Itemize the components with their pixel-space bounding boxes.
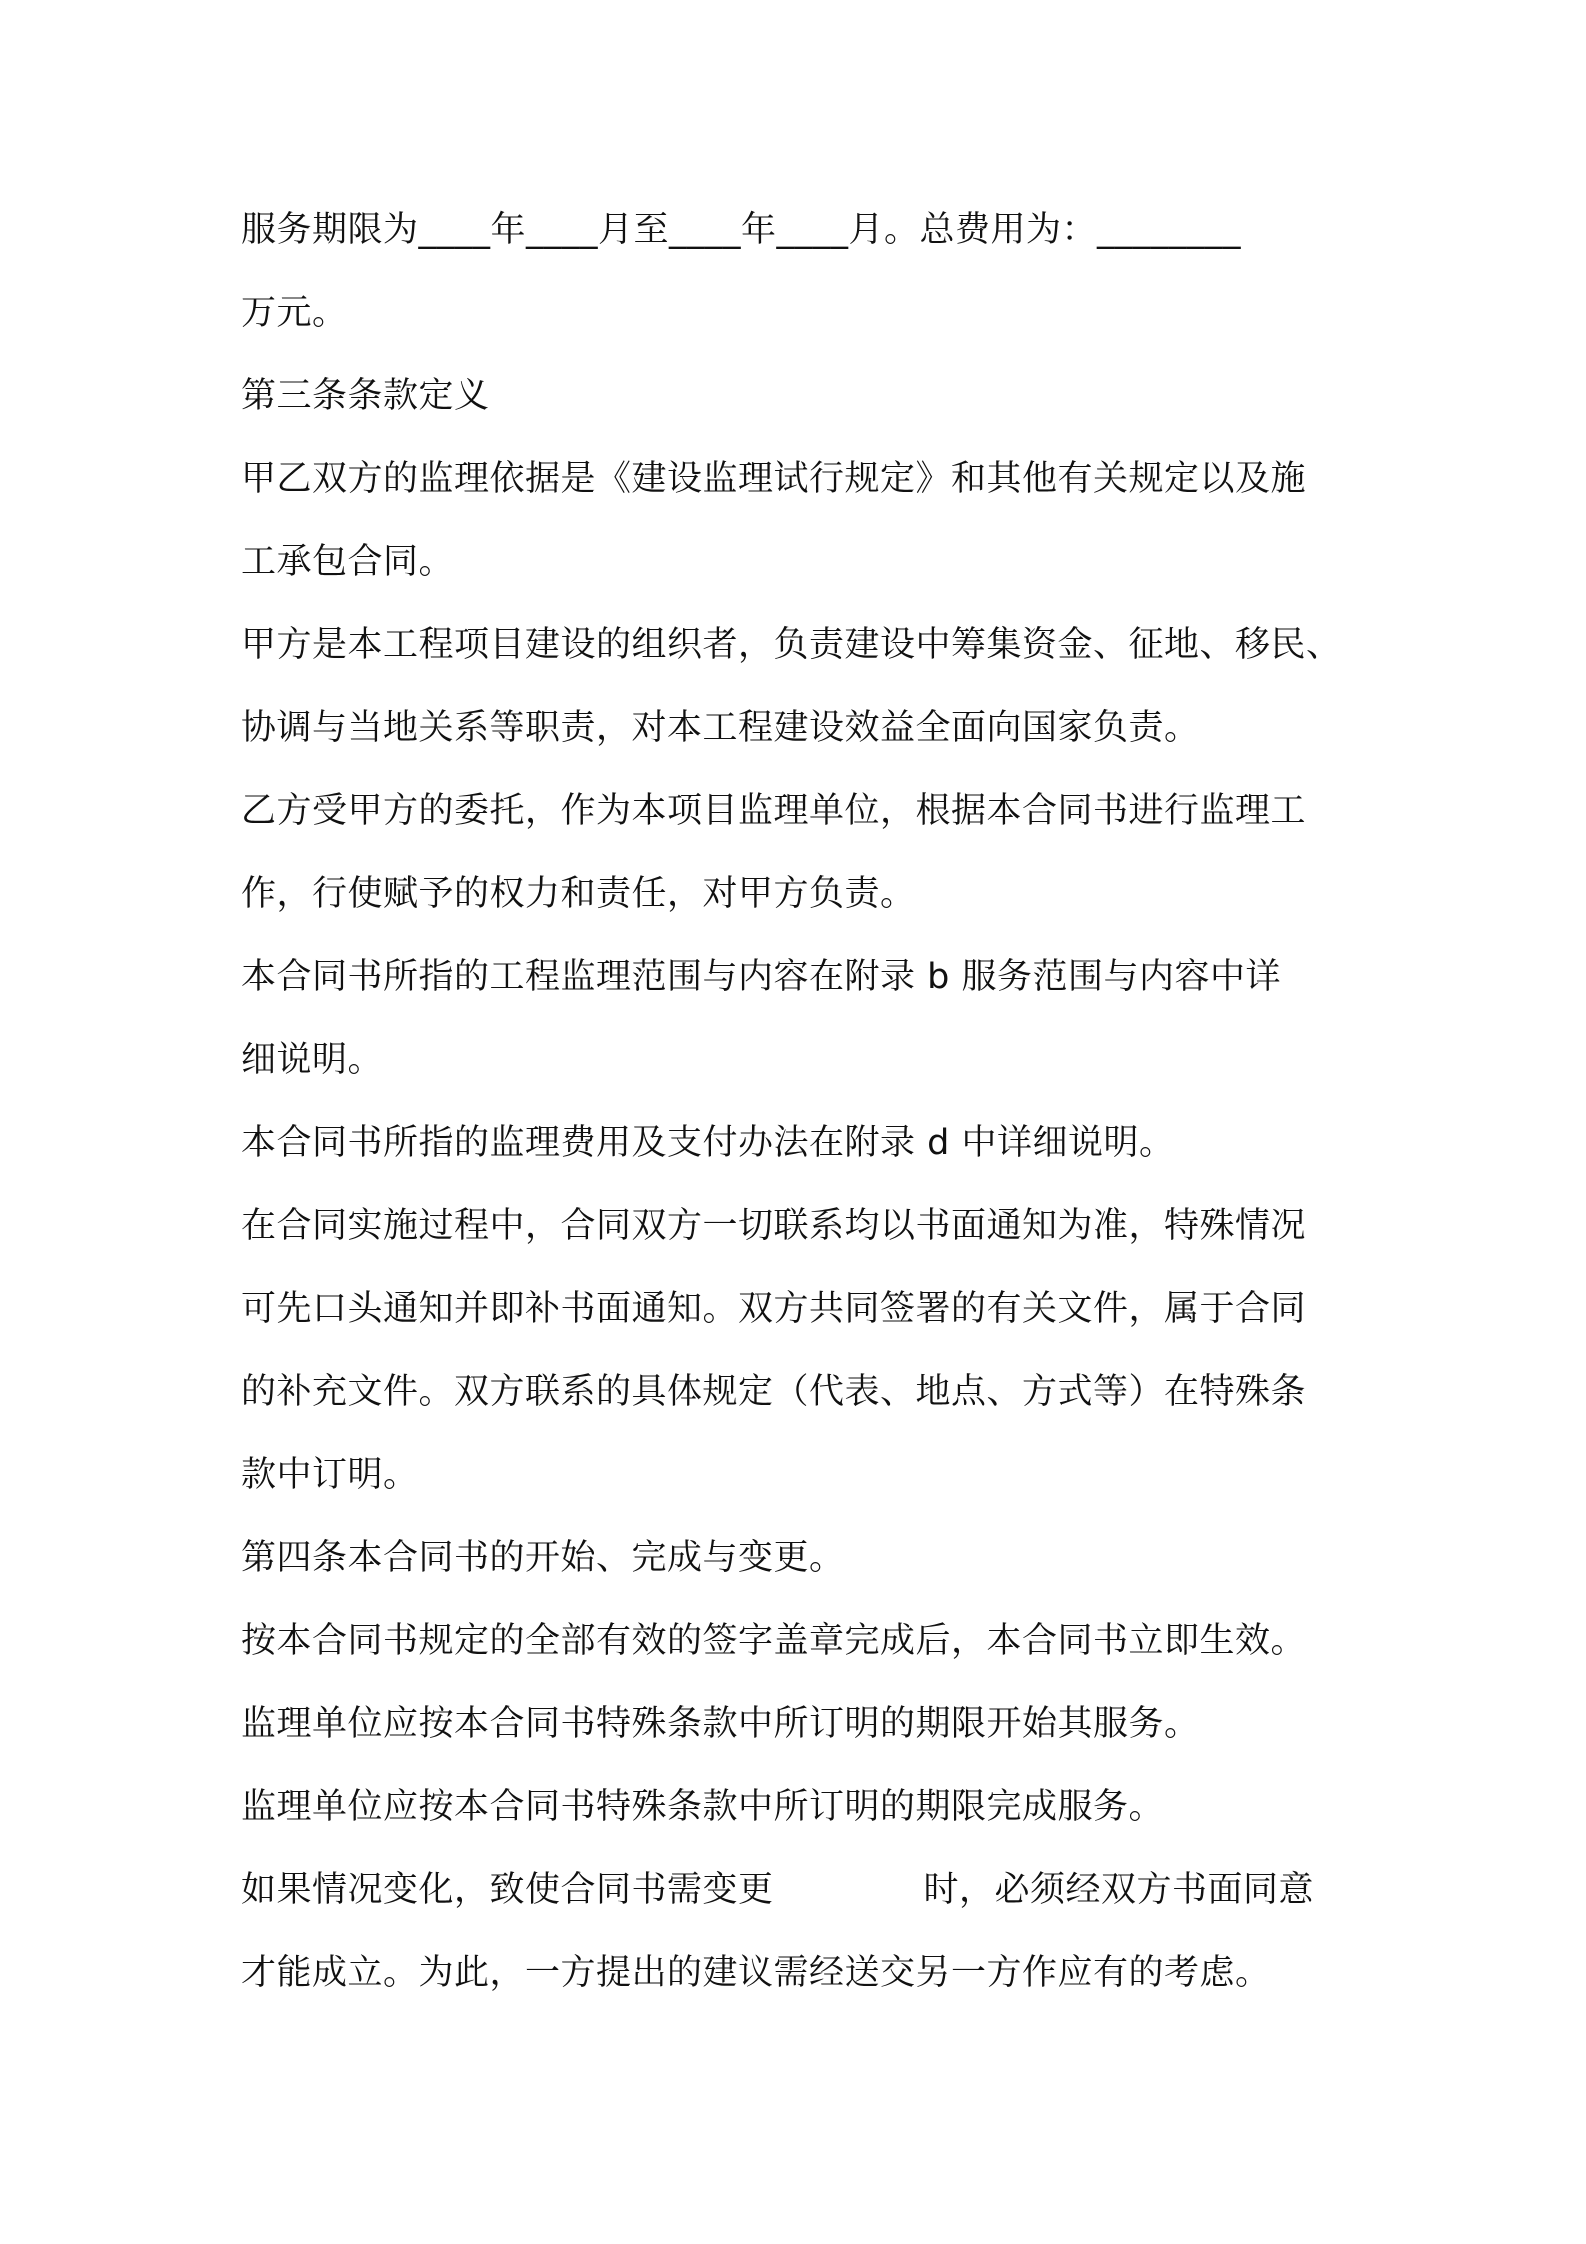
section-heading: 第三条条款定义 — [241, 376, 490, 416]
text-line-change — [241, 1860, 1361, 1920]
text-line: 作，行使赋予的权力和责任，对甲方负责。 — [241, 874, 916, 914]
change-text-after: 时，必须经双方书面同意 — [923, 1870, 1315, 1910]
text-line: 按本合同书规定的全部有效的签字盖章完成后，本合同书立即生效。 — [241, 1621, 1307, 1661]
text-line: 甲方是本工程项目建设的组织者，负责建设中筹集资金、征地、移民、 — [241, 625, 1342, 665]
text-line: 本合同书所指的工程监理范围与内容在附录 b 服务范围与内容中详 — [241, 957, 1281, 997]
text-line: 本合同书所指的监理费用及支付办法在附录 d 中详细说明。 — [241, 1123, 1175, 1163]
text-line: 乙方受甲方的委托，作为本项目监理单位，根据本合同书进行监理工 — [241, 791, 1307, 831]
text-line: 工承包合同。 — [241, 542, 455, 582]
text-line: 监理单位应按本合同书特殊条款中所订明的期限完成服务。 — [241, 1787, 1165, 1827]
text-line: 款中订明。 — [241, 1455, 419, 1495]
text-line: 细说明。 — [241, 1040, 384, 1080]
section-heading: 第四条本合同书的开始、完成与变更。 — [241, 1538, 845, 1578]
text-line: 可先口头通知并即补书面通知。双方共同签署的有关文件，属于合同 — [241, 1289, 1307, 1329]
text-line: 服务期限为____年____月至____年____月。总费用为：________ — [241, 210, 1242, 250]
text-line: 在合同实施过程中，合同双方一切联系均以书面通知为准，特殊情况 — [241, 1206, 1307, 1246]
text-line: 万元。 — [241, 293, 348, 333]
text-line: 甲乙双方的监理依据是《建设监理试行规定》和其他有关规定以及施 — [241, 459, 1307, 499]
text-line: 协调与当地关系等职责，对本工程建设效益全面向国家负责。 — [241, 708, 1200, 748]
change-text-before: 如果情况变化，致使合同书需变更 — [241, 1870, 774, 1910]
text-line: 才能成立。为此，一方提出的建议需经送交另一方作应有的考虑。 — [241, 1953, 1271, 1993]
text-line: 监理单位应按本合同书特殊条款中所订明的期限开始其服务。 — [241, 1704, 1200, 1744]
text-line: 的补充文件。双方联系的具体规定（代表、地点、方式等）在特殊条 — [241, 1372, 1307, 1412]
